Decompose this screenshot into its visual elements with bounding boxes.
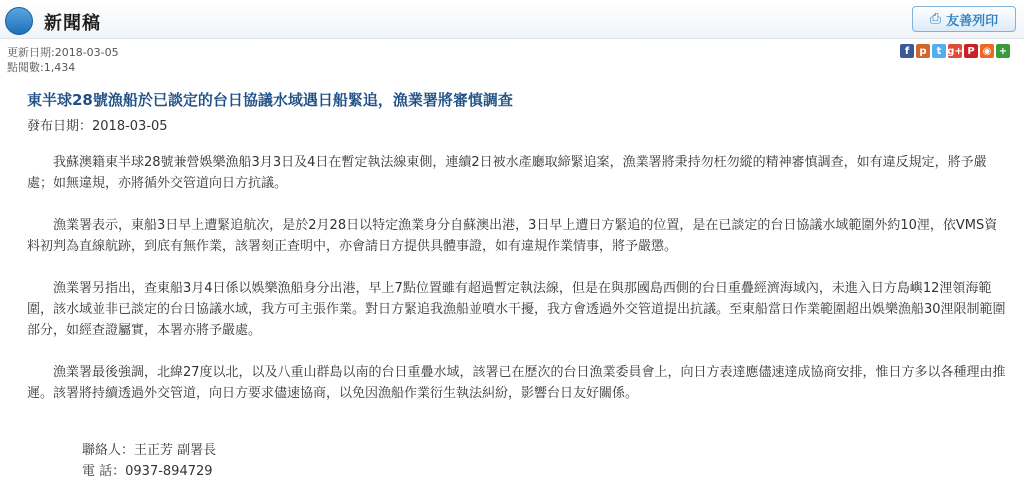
publish-date: 發布日期：2018-03-05: [27, 119, 168, 134]
contact-phone: 電 話：0937-894729: [82, 464, 213, 479]
contact-info: [82, 440, 216, 482]
share-icons: [900, 44, 1010, 58]
pinterest-icon[interactable]: P: [964, 44, 978, 58]
updated-date: 更新日期:2018-03-05: [7, 46, 119, 59]
print-icon: ⎙: [929, 11, 942, 27]
facebook-icon[interactable]: f: [900, 44, 914, 58]
google-plus-icon[interactable]: g+: [947, 45, 963, 57]
article-paragraph: 漁業署最後強調，北緯27度以北，以及八重山群島以南的台日重疊水域，該署已在歷次的台日漁業委員會上，向日方表達應儘速達成協商安排，惟日方多以各種理由推遲。該署將持續透過外交管道，向日方要求儘速協商，以免因漁船作業衍生執法糾紛，影響台日友好關係。: [27, 365, 1006, 401]
article-body: [27, 152, 1007, 425]
print-friendly-button[interactable]: [912, 6, 1016, 32]
print-friendly-label: 友善列印: [946, 13, 999, 29]
rss-icon[interactable]: ◉: [980, 44, 994, 58]
article-paragraph: 我蘇澳籍東半球28號兼營娛樂漁船3月3日及4日在暫定執法線東側，連續2日被水產廳取締緊追案，漁業署將秉持勿枉勿縱的精神審慎調查，如有違反規定，將予嚴處；如無違規，亦將循外交管道向日方抗議。: [27, 155, 987, 191]
header-bar: [0, 0, 1024, 39]
plurk-icon[interactable]: p: [916, 44, 930, 58]
add-icon[interactable]: +: [996, 44, 1010, 58]
site-logo-icon: [5, 7, 33, 35]
article-paragraph: 漁業署另指出，查東船3月4日係以娛樂漁船身分出港，早上7點位置雖有超過暫定執法線，但是在與那國島西側的台日重疊經濟海域內，未進入日方島嶼12浬領海範圍，該水域並非已談定的台日協議水域，我方可主張作業。對日方緊追我漁船並噴水干擾，我方會透過外交管道提出抗議。至東船當日作業範圍超出娛樂漁船30浬限制範圍部分，如經查證屬實，本署亦將予嚴處。: [27, 281, 1006, 338]
page-title: 新聞稿: [44, 13, 101, 34]
view-count: 點閱數:1,434: [7, 61, 76, 74]
article-title: 東半球28號漁船於已談定的台日協議水域遇日船緊追，漁業署將審慎調查: [27, 91, 513, 109]
twitter-icon[interactable]: t: [932, 44, 946, 58]
page-meta: [7, 45, 119, 75]
article-paragraph: 漁業署表示，東船3日早上遭緊追航次，是於2月28日以特定漁業身分自蘇澳出港，3日早上遭日方緊追的位置，是在已談定的台日協議水域範圍外約10浬，依VMS資料初判為直線航跡，到底有無作業，該署刻正查明中，亦會請日方提供具體事證，如有違規作業情事，將予嚴懲。: [27, 218, 998, 254]
contact-person: 聯絡人：王正芳 副署長: [82, 443, 217, 458]
